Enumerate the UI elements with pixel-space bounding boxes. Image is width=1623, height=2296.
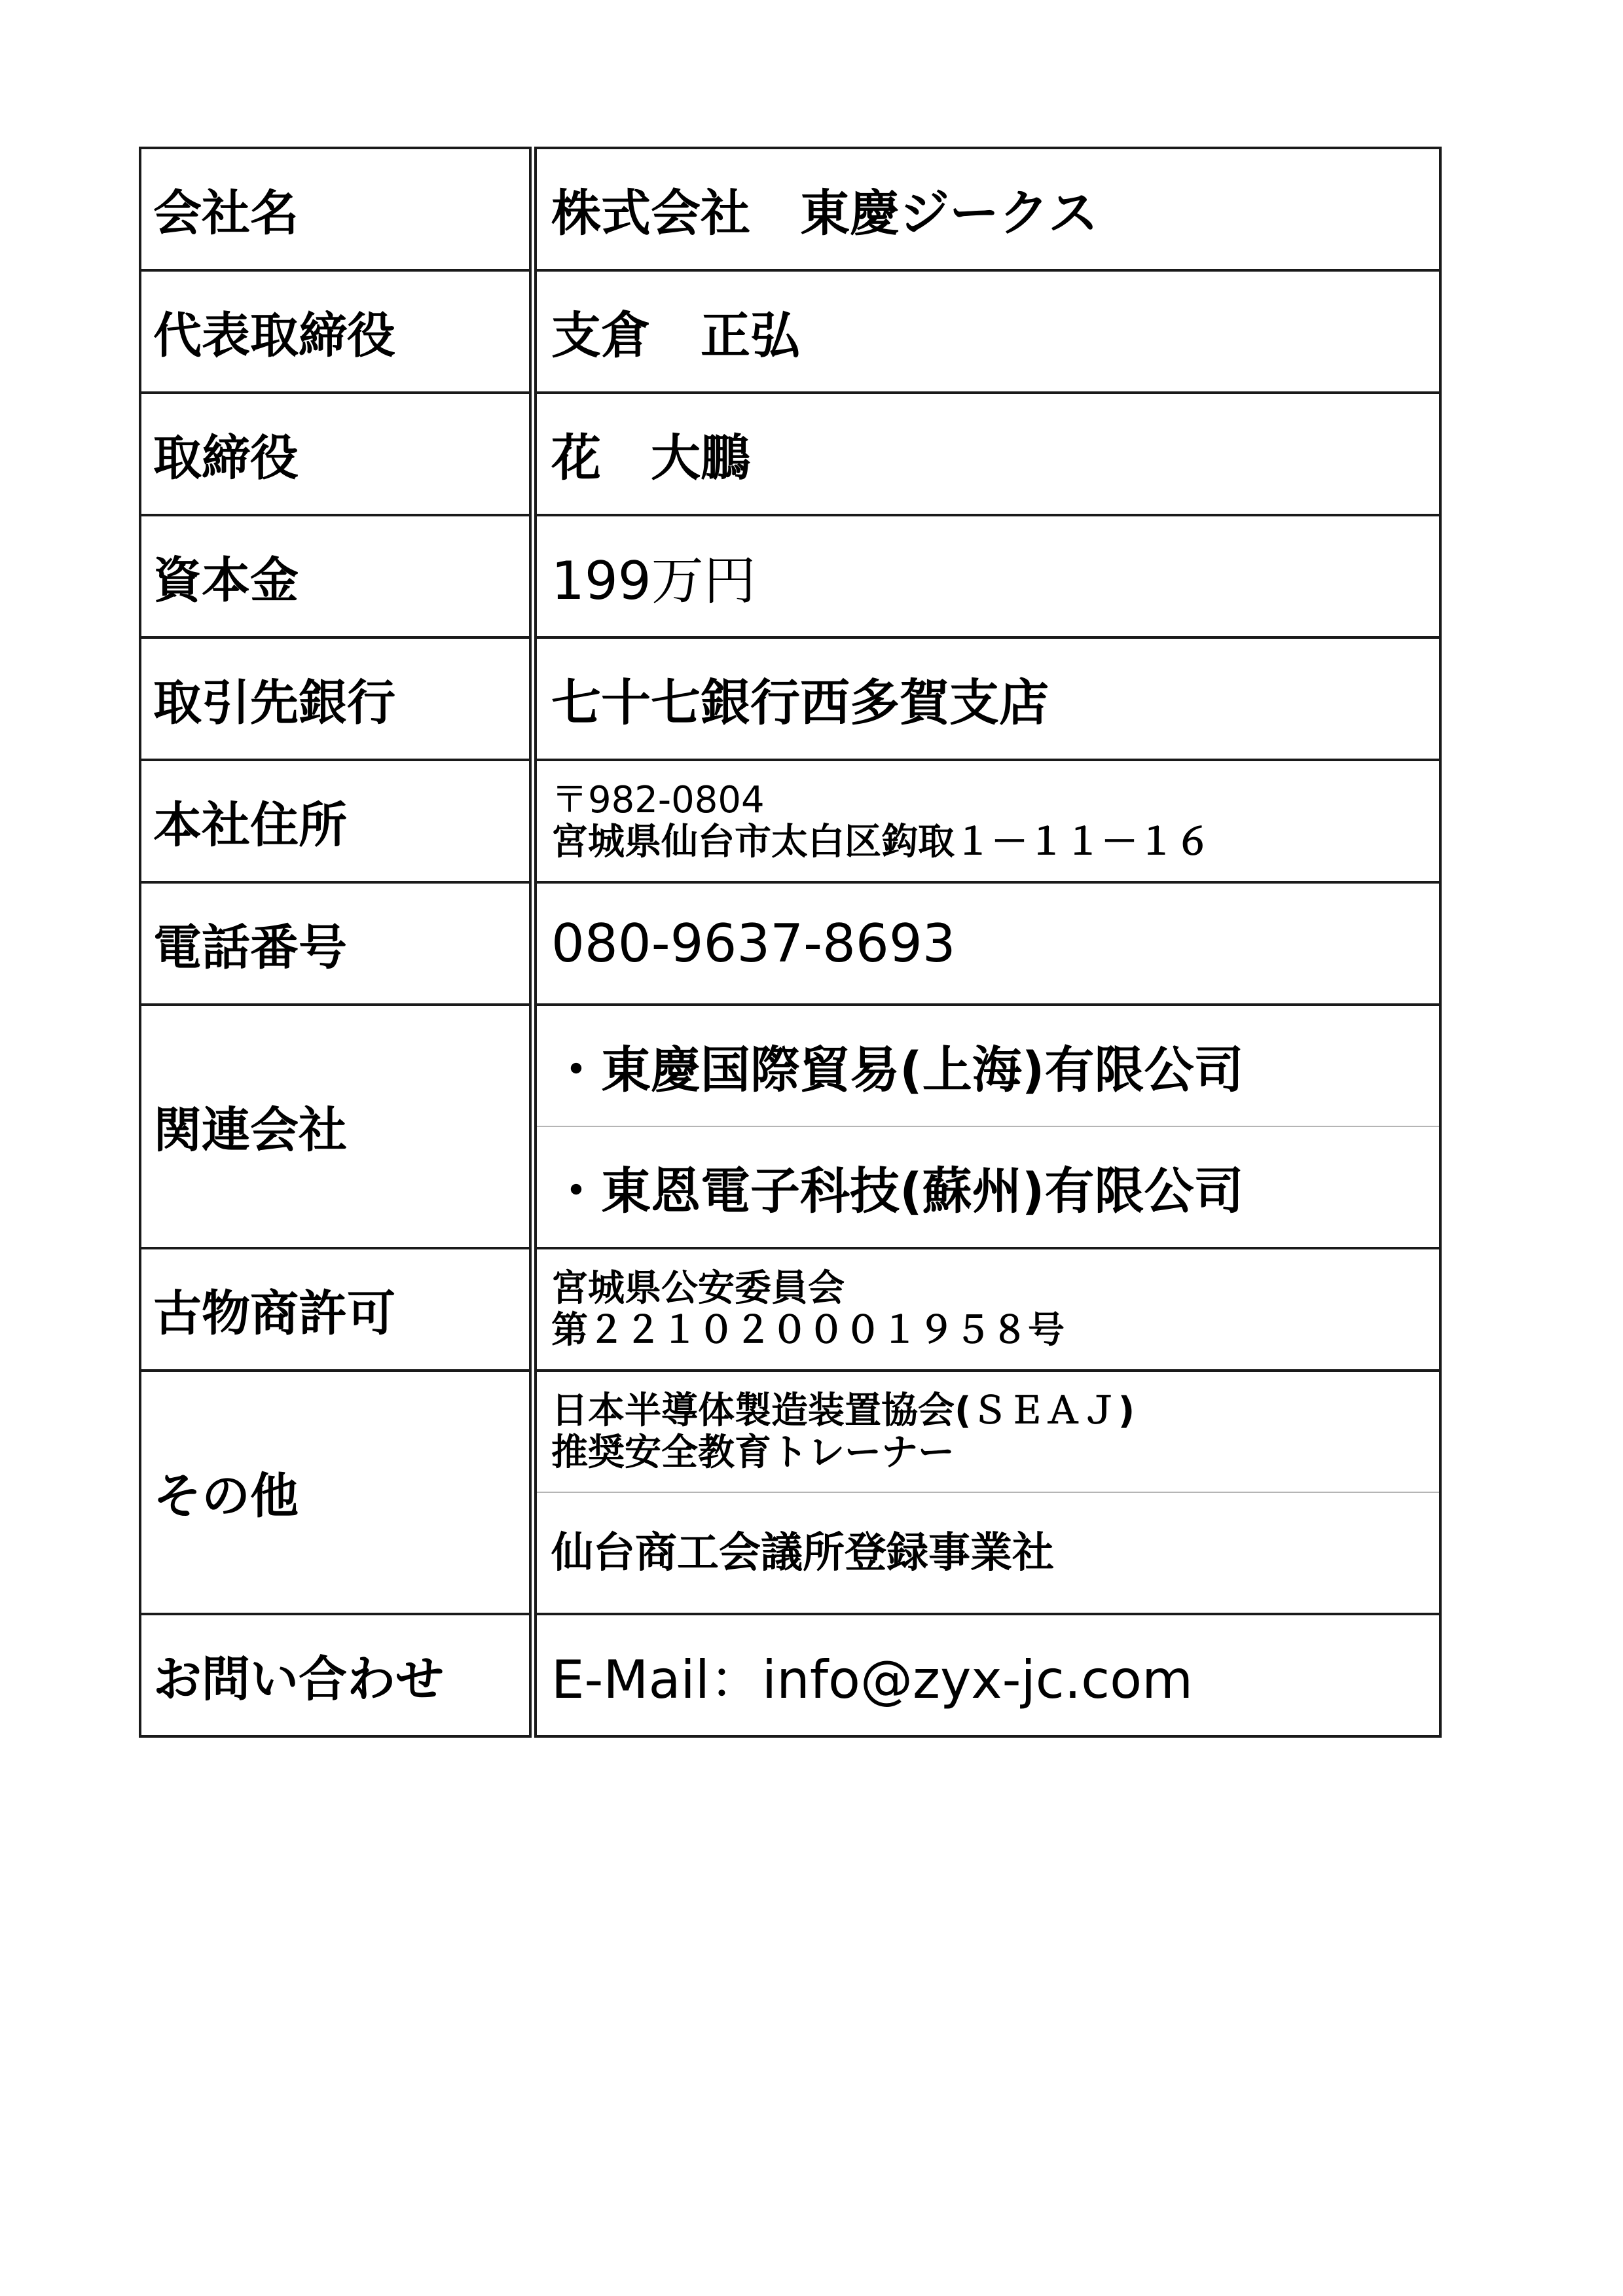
postal-code: 〒982-0804 <box>551 778 765 821</box>
row-antique-license <box>140 1248 1440 1371</box>
bank-label: 取引先銀行 <box>140 637 533 760</box>
contact-label: お問い合わせ <box>140 1614 533 1736</box>
capital-value: 199万円 <box>533 515 1440 637</box>
phone-value: 080-9637-8693 <box>533 882 1440 1005</box>
row-director <box>140 393 1440 515</box>
director-value: 花 大鵬 <box>533 393 1440 515</box>
bank-value: 七十七銀行西多賀支店 <box>533 637 1440 760</box>
other-label: その他 <box>140 1371 533 1614</box>
row-representative <box>140 270 1440 393</box>
company-name-value: 株式会社 東慶ジークス <box>533 148 1440 270</box>
other-item-chamber: 仙台商工会議所登録事業社 <box>533 1492 1440 1614</box>
license-authority: 宮城県公安委員会 <box>551 1266 845 1310</box>
address-value <box>533 760 1440 882</box>
seaj-trainer: 推奨安全教育トレーナー <box>551 1431 955 1474</box>
seaj-association: 日本半導体製造装置協会(ＳＥＡＪ) <box>551 1389 1135 1432</box>
row-bank <box>140 637 1440 760</box>
antique-license-label: 古物商許可 <box>140 1248 533 1371</box>
row-company-name <box>140 148 1440 270</box>
antique-license-value <box>533 1248 1440 1371</box>
affiliate-item: ・東恩電子科技(蘇州)有限公司 <box>533 1126 1440 1248</box>
affiliates-label: 関連会社 <box>140 1005 533 1248</box>
company-name-label: 会社名 <box>140 148 533 270</box>
other-item-seaj <box>533 1371 1440 1492</box>
director-label: 取締役 <box>140 393 533 515</box>
company-profile-table <box>139 147 1442 1738</box>
representative-label: 代表取締役 <box>140 270 533 393</box>
row-capital <box>140 515 1440 637</box>
affiliate-item: ・東慶国際貿易(上海)有限公司 <box>533 1005 1440 1126</box>
representative-value: 支倉 正弘 <box>533 270 1440 393</box>
row-affiliates <box>140 1005 1440 1126</box>
license-number: 第２２１０２０００１９５８号 <box>551 1308 1065 1352</box>
row-address <box>140 760 1440 882</box>
address-label: 本社住所 <box>140 760 533 882</box>
street-address: 宮城県仙台市太白区鈎取１－１１－１６ <box>551 820 1211 863</box>
row-other <box>140 1371 1440 1492</box>
row-contact <box>140 1614 1440 1736</box>
row-phone <box>140 882 1440 1005</box>
contact-email[interactable]: E-Mail：info@zyx-jc.com <box>533 1614 1440 1736</box>
phone-label: 電話番号 <box>140 882 533 1005</box>
capital-label: 資本金 <box>140 515 533 637</box>
